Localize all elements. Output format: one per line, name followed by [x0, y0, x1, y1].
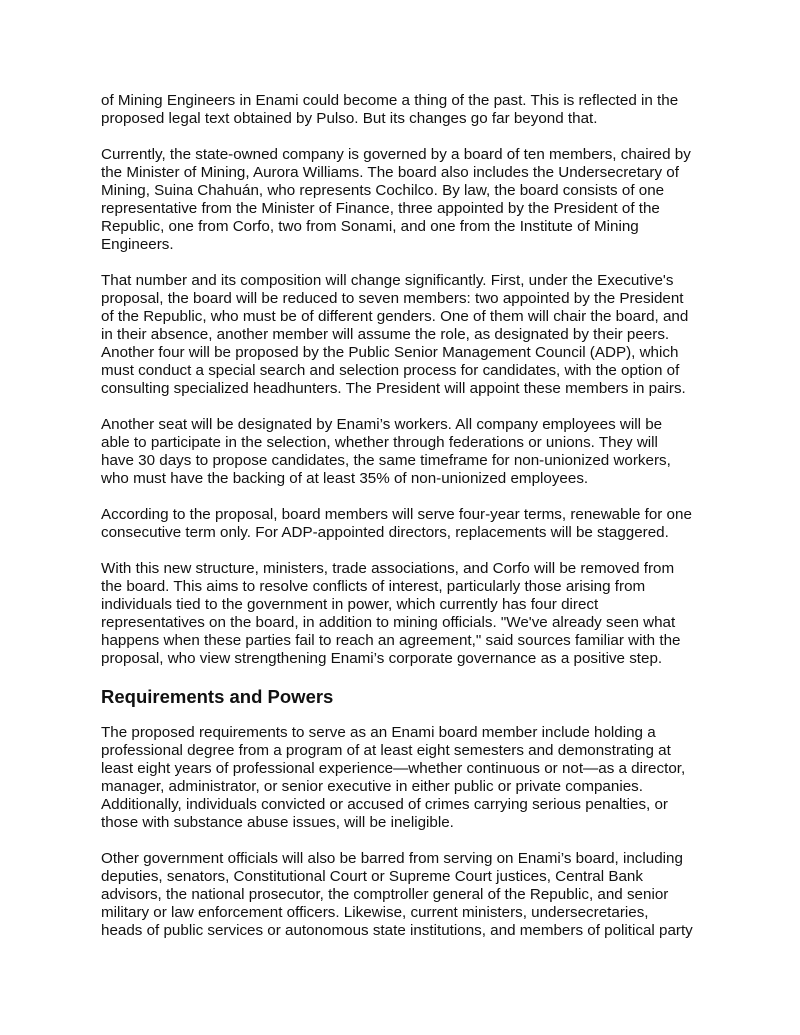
text-line: of the Republic, who must be of different genders. One of them will chair the board, and: [101, 308, 689, 325]
text-line: who must have the backing of at least 35% of non-unionized employees.: [101, 470, 589, 487]
text-line: Another four will be proposed by the Public Senior Management Council (ADP), which: [101, 344, 679, 361]
paragraph-composition-change: [101, 272, 711, 398]
text-line: least eight years of professional experience—whether continuous or not—as a director,: [101, 760, 686, 777]
paragraph-new-structure: [101, 560, 711, 668]
text-line: The proposed requirements to serve as an Enami board member include holding a: [101, 724, 656, 741]
text-line: must conduct a special search and selection process for candidates, with the option of: [101, 362, 680, 379]
text-line: those with substance abuse issues, will be ineligible.: [101, 814, 454, 831]
text-line: According to the proposal, board members will serve four-year terms, renewable for one: [101, 506, 692, 523]
text-line: advisors, the national prosecutor, the comptroller general of the Republic, and senior: [101, 886, 669, 903]
text-line: That number and its composition will change significantly. First, under the Executive's: [101, 272, 674, 289]
text-line: Mining, Suina Chahuán, who represents Cochilco. By law, the board consists of one: [101, 182, 665, 199]
document-page: [101, 92, 711, 958]
paragraph-requirements: [101, 724, 711, 832]
text-line: the Minister of Mining, Aurora Williams. The board also includes the Undersecretary of: [101, 164, 679, 181]
text-line: manager, administrator, or senior executive in either public or private companies.: [101, 778, 643, 795]
text-line: With this new structure, ministers, trade associations, and Corfo will be removed from: [101, 560, 675, 577]
paragraph-barred-officials: [101, 850, 711, 940]
text-line: happens when these parties fail to reach an agreement," said sources familiar with the: [101, 632, 681, 649]
text-line: of Mining Engineers in Enami could become a thing of the past. This is reflected in the: [101, 92, 679, 109]
paragraph-current-board: [101, 146, 711, 254]
paragraph-terms: [101, 506, 711, 542]
text-line: representatives on the board, in addition to mining officials. "We've already seen what: [101, 614, 676, 631]
text-line: heads of public services or autonomous state institutions, and members of political party: [101, 922, 693, 939]
text-line: proposed legal text obtained by Pulso. But its changes go far beyond that.: [101, 110, 598, 127]
text-line: have 30 days to propose candidates, the same timeframe for non-unionized workers,: [101, 452, 671, 469]
text-line: Additionally, individuals convicted or accused of crimes carrying serious penalties, or: [101, 796, 668, 813]
text-line: military or law enforcement officers. Likewise, current ministers, undersecretaries,: [101, 904, 649, 921]
paragraph-intro-continuation: [101, 92, 711, 128]
text-line: proposal, the board will be reduced to seven members: two appointed by the President: [101, 290, 684, 307]
text-line: Republic, one from Corfo, two from Sonami, and one from the Institute of Mining: [101, 218, 639, 235]
text-line: consecutive term only. For ADP-appointed directors, replacements will be staggered.: [101, 524, 669, 541]
text-line: Other government officials will also be barred from serving on Enami’s board, including: [101, 850, 683, 867]
text-line: individuals tied to the government in power, which currently has four direct: [101, 596, 599, 613]
text-line: representative from the Minister of Finance, three appointed by the President of the: [101, 200, 660, 217]
text-line: Engineers.: [101, 236, 174, 253]
text-line: proposal, who view strengthening Enami’s corporate governance as a positive step.: [101, 650, 663, 667]
text-line: consulting specialized headhunters. The President will appoint these members in pairs.: [101, 380, 686, 397]
paragraph-workers-seat: [101, 416, 711, 488]
text-line: Another seat will be designated by Enami’s workers. All company employees will be: [101, 416, 663, 433]
section-heading: Requirements and Powers: [101, 686, 334, 707]
text-line: able to participate in the selection, whether through federations or unions. They will: [101, 434, 658, 451]
text-line: deputies, senators, Constitutional Court or Supreme Court justices, Central Bank: [101, 868, 643, 885]
text-line: the board. This aims to resolve conflicts of interest, particularly those arising from: [101, 578, 646, 595]
text-line: professional degree from a program of at least eight semesters and demonstrating at: [101, 742, 671, 759]
text-line: Currently, the state-owned company is governed by a board of ten members, chaired by: [101, 146, 691, 163]
text-line: in their absence, another member will assume the role, as designated by their peers.: [101, 326, 670, 343]
